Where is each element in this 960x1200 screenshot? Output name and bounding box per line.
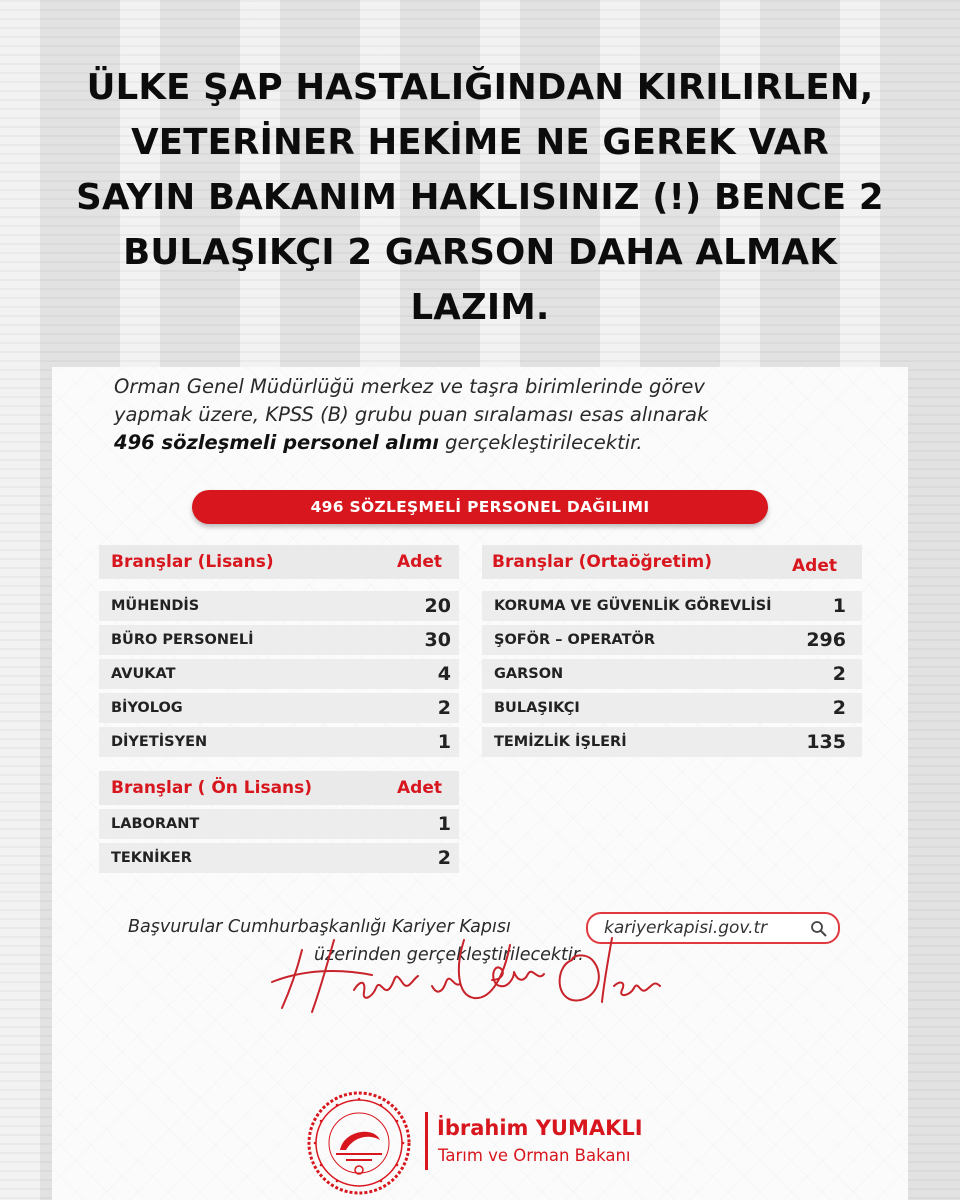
headline-line-4: BULAŞIKÇI 2 GARSON DAHA ALMAK xyxy=(123,232,837,273)
headline-line-5: LAZIM. xyxy=(410,287,550,328)
table-row xyxy=(99,807,459,841)
branch-count: 1 xyxy=(437,813,451,835)
branch-count: 4 xyxy=(437,663,451,685)
branch-count: 2 xyxy=(437,697,451,719)
application-line-1: Başvurular Cumhurbaşkanlığı Kariyer Kapısı xyxy=(128,917,511,937)
table-row xyxy=(99,841,459,875)
onlisans-title: Branşlar ( Ön Lisans) xyxy=(111,778,313,798)
ministry-seal-logo xyxy=(306,1090,412,1196)
branch-name: AVUKAT xyxy=(111,666,176,682)
table-row xyxy=(482,589,862,623)
branch-name: LABORANT xyxy=(111,816,200,832)
ortaogretim-title: Branşlar (Ortaöğretim) xyxy=(492,552,713,572)
search-icon xyxy=(810,920,828,938)
branch-name: GARSON xyxy=(494,666,564,682)
headline xyxy=(0,60,960,335)
headline-line-3: SAYIN BAKANIM HAKLISINIZ (!) BENCE 2 xyxy=(76,177,884,218)
branch-count: 2 xyxy=(437,847,451,869)
branch-name: BÜRO PERSONELİ xyxy=(111,632,254,648)
intro-line-3 xyxy=(114,429,874,457)
name-divider xyxy=(425,1112,428,1170)
branch-name: TEMİZLİK İŞLERİ xyxy=(494,734,627,750)
branch-name: BİYOLOG xyxy=(111,700,183,716)
branch-name: KORUMA VE GÜVENLİK GÖREVLİSİ xyxy=(494,598,772,614)
intro-line-1: Orman Genel Müdürlüğü merkez ve taşra birimlerinde görev xyxy=(114,375,705,398)
branch-count: 20 xyxy=(424,595,451,617)
lisans-table xyxy=(99,545,459,759)
branch-count: 1 xyxy=(437,731,451,753)
headline-line-2: VETERİNER HEKİME NE GEREK VAR xyxy=(131,122,829,163)
intro-paragraph xyxy=(114,373,874,457)
signature-image xyxy=(242,920,672,1020)
table-row xyxy=(482,691,862,725)
application-line-2: üzerinden gerçekleştirilecektir. xyxy=(314,945,584,965)
table-row xyxy=(482,725,862,759)
table-row xyxy=(99,691,459,725)
onlisans-header xyxy=(99,771,459,805)
ortaogretim-count-label: Adet xyxy=(792,556,837,576)
onlisans-count-label: Adet xyxy=(397,778,442,798)
branch-name: BULAŞIKÇI xyxy=(494,700,580,716)
branch-count: 296 xyxy=(806,629,846,651)
branch-count: 1 xyxy=(832,595,846,617)
table-row xyxy=(99,725,459,759)
minister-name: İbrahim YUMAKLI xyxy=(437,1116,643,1140)
branch-name: DİYETİSYEN xyxy=(111,734,208,750)
branch-name: TEKNİKER xyxy=(111,850,192,866)
career-portal-url: kariyerkapisi.gov.tr xyxy=(604,918,768,938)
branch-count: 2 xyxy=(832,663,846,685)
branch-name: MÜHENDİS xyxy=(111,598,200,614)
distribution-banner: 496 SÖZLEŞMELİ PERSONEL DAĞILIMI xyxy=(192,490,768,524)
table-row xyxy=(99,623,459,657)
intro-highlight: 496 sözleşmeli personel alımı xyxy=(114,431,439,454)
ortaogretim-table xyxy=(482,545,862,759)
table-row xyxy=(482,657,862,691)
intro-line-2: yapmak üzere, KPSS (B) grubu puan sıralaması esas alınarak xyxy=(114,403,709,426)
announcement-card xyxy=(52,367,908,1200)
lisans-title: Branşlar (Lisans) xyxy=(111,552,274,572)
branch-count: 2 xyxy=(832,697,846,719)
lisans-header xyxy=(99,545,459,579)
headline-line-1: ÜLKE ŞAP HASTALIĞINDAN KIRILIRLEN, xyxy=(86,67,874,108)
ortaogretim-header xyxy=(482,545,862,579)
table-row xyxy=(99,589,459,623)
branch-count: 30 xyxy=(424,629,451,651)
table-row xyxy=(99,657,459,691)
lisans-count-label: Adet xyxy=(397,552,442,572)
minister-title: Tarım ve Orman Bakanı xyxy=(438,1146,631,1165)
branch-count: 135 xyxy=(806,731,846,753)
onlisans-table xyxy=(99,771,459,875)
branch-name: ŞOFÖR – OPERATÖR xyxy=(494,632,656,648)
intro-line-3-rest: gerçekleştirilecektir. xyxy=(438,431,643,454)
table-row xyxy=(482,623,862,657)
